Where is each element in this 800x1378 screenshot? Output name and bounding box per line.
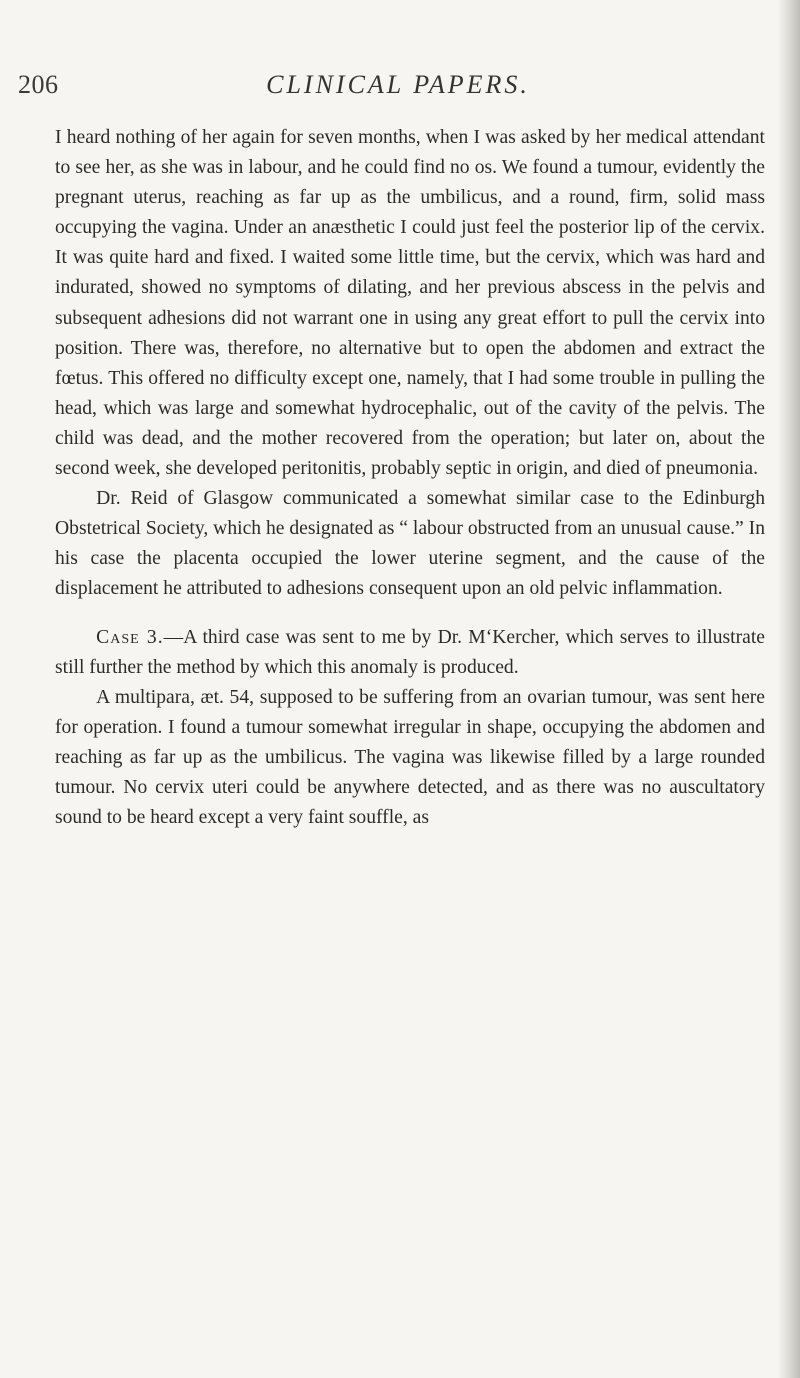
paragraph-1: I heard nothing of her again for seven months, when I was asked by her medical attendant to see her, as she was in labour, and he could find no os. We found a tumour, evidently the pregnant uterus, reaching as far up as the umbilicus, and a round, firm, solid mass occupying the vagina. Under an anæsthetic I could just feel the posterior lip of the cervix. It was quite hard and fixed. I waited some little time, but the cervix, which was hard and indurated, showed no symptoms of dilating, and her previous abscess in the pelvis and subsequent adhesions did not warrant one in using any great effort to pull the cervix into position. There was, therefore, no alternative but to open the abdomen and extract the fœtus. This offered no difficulty except one, namely, that I had some trouble in pulling the head, which was large and somewhat hydrocephalic, out of the cavity of the pelvis. The child was dead, and the mother recovered from the operation; but later on, about the second week, she developed peritonitis, probably septic in origin, and died of pneumonia. bbox=[55, 127, 765, 480]
paragraph-3 bbox=[55, 623, 765, 683]
page-header bbox=[18, 70, 778, 110]
paragraph-2: Dr. Reid of Glasgow communicated a somewhat similar case to the Edinburgh Obstetrical Society, which he designated as “ labour obstructed from an unusual cause.” In his case the placenta occupied the lower uterine segment, and the cause of the displacement he attributed to adhesions consequent upon an old pelvic inflammation. bbox=[55, 488, 765, 600]
body-text bbox=[55, 123, 765, 833]
paragraph-3-text: —A third case was sent to me by Dr. M‘Kercher, which serves to illustrate still further the method by which this anomaly is produced. bbox=[55, 626, 765, 678]
paragraph-4: A multipara, æt. 54, supposed to be suffering from an ovarian tumour, was sent here for operation. I found a tumour somewhat irregular in shape, occupying the abdomen and reaching as far up as the umbilicus. The vagina was likewise filled by a large rounded tumour. No cervix uteri could be anywhere detected, and as there was no auscultatory sound to be heard except a very faint souffle, as bbox=[55, 686, 765, 829]
running-title: CLINICAL PAPERS. bbox=[266, 70, 530, 99]
page-edge-shadow bbox=[778, 0, 800, 1378]
case-heading: Case 3. bbox=[96, 626, 164, 648]
page-number: 206 bbox=[18, 70, 59, 99]
